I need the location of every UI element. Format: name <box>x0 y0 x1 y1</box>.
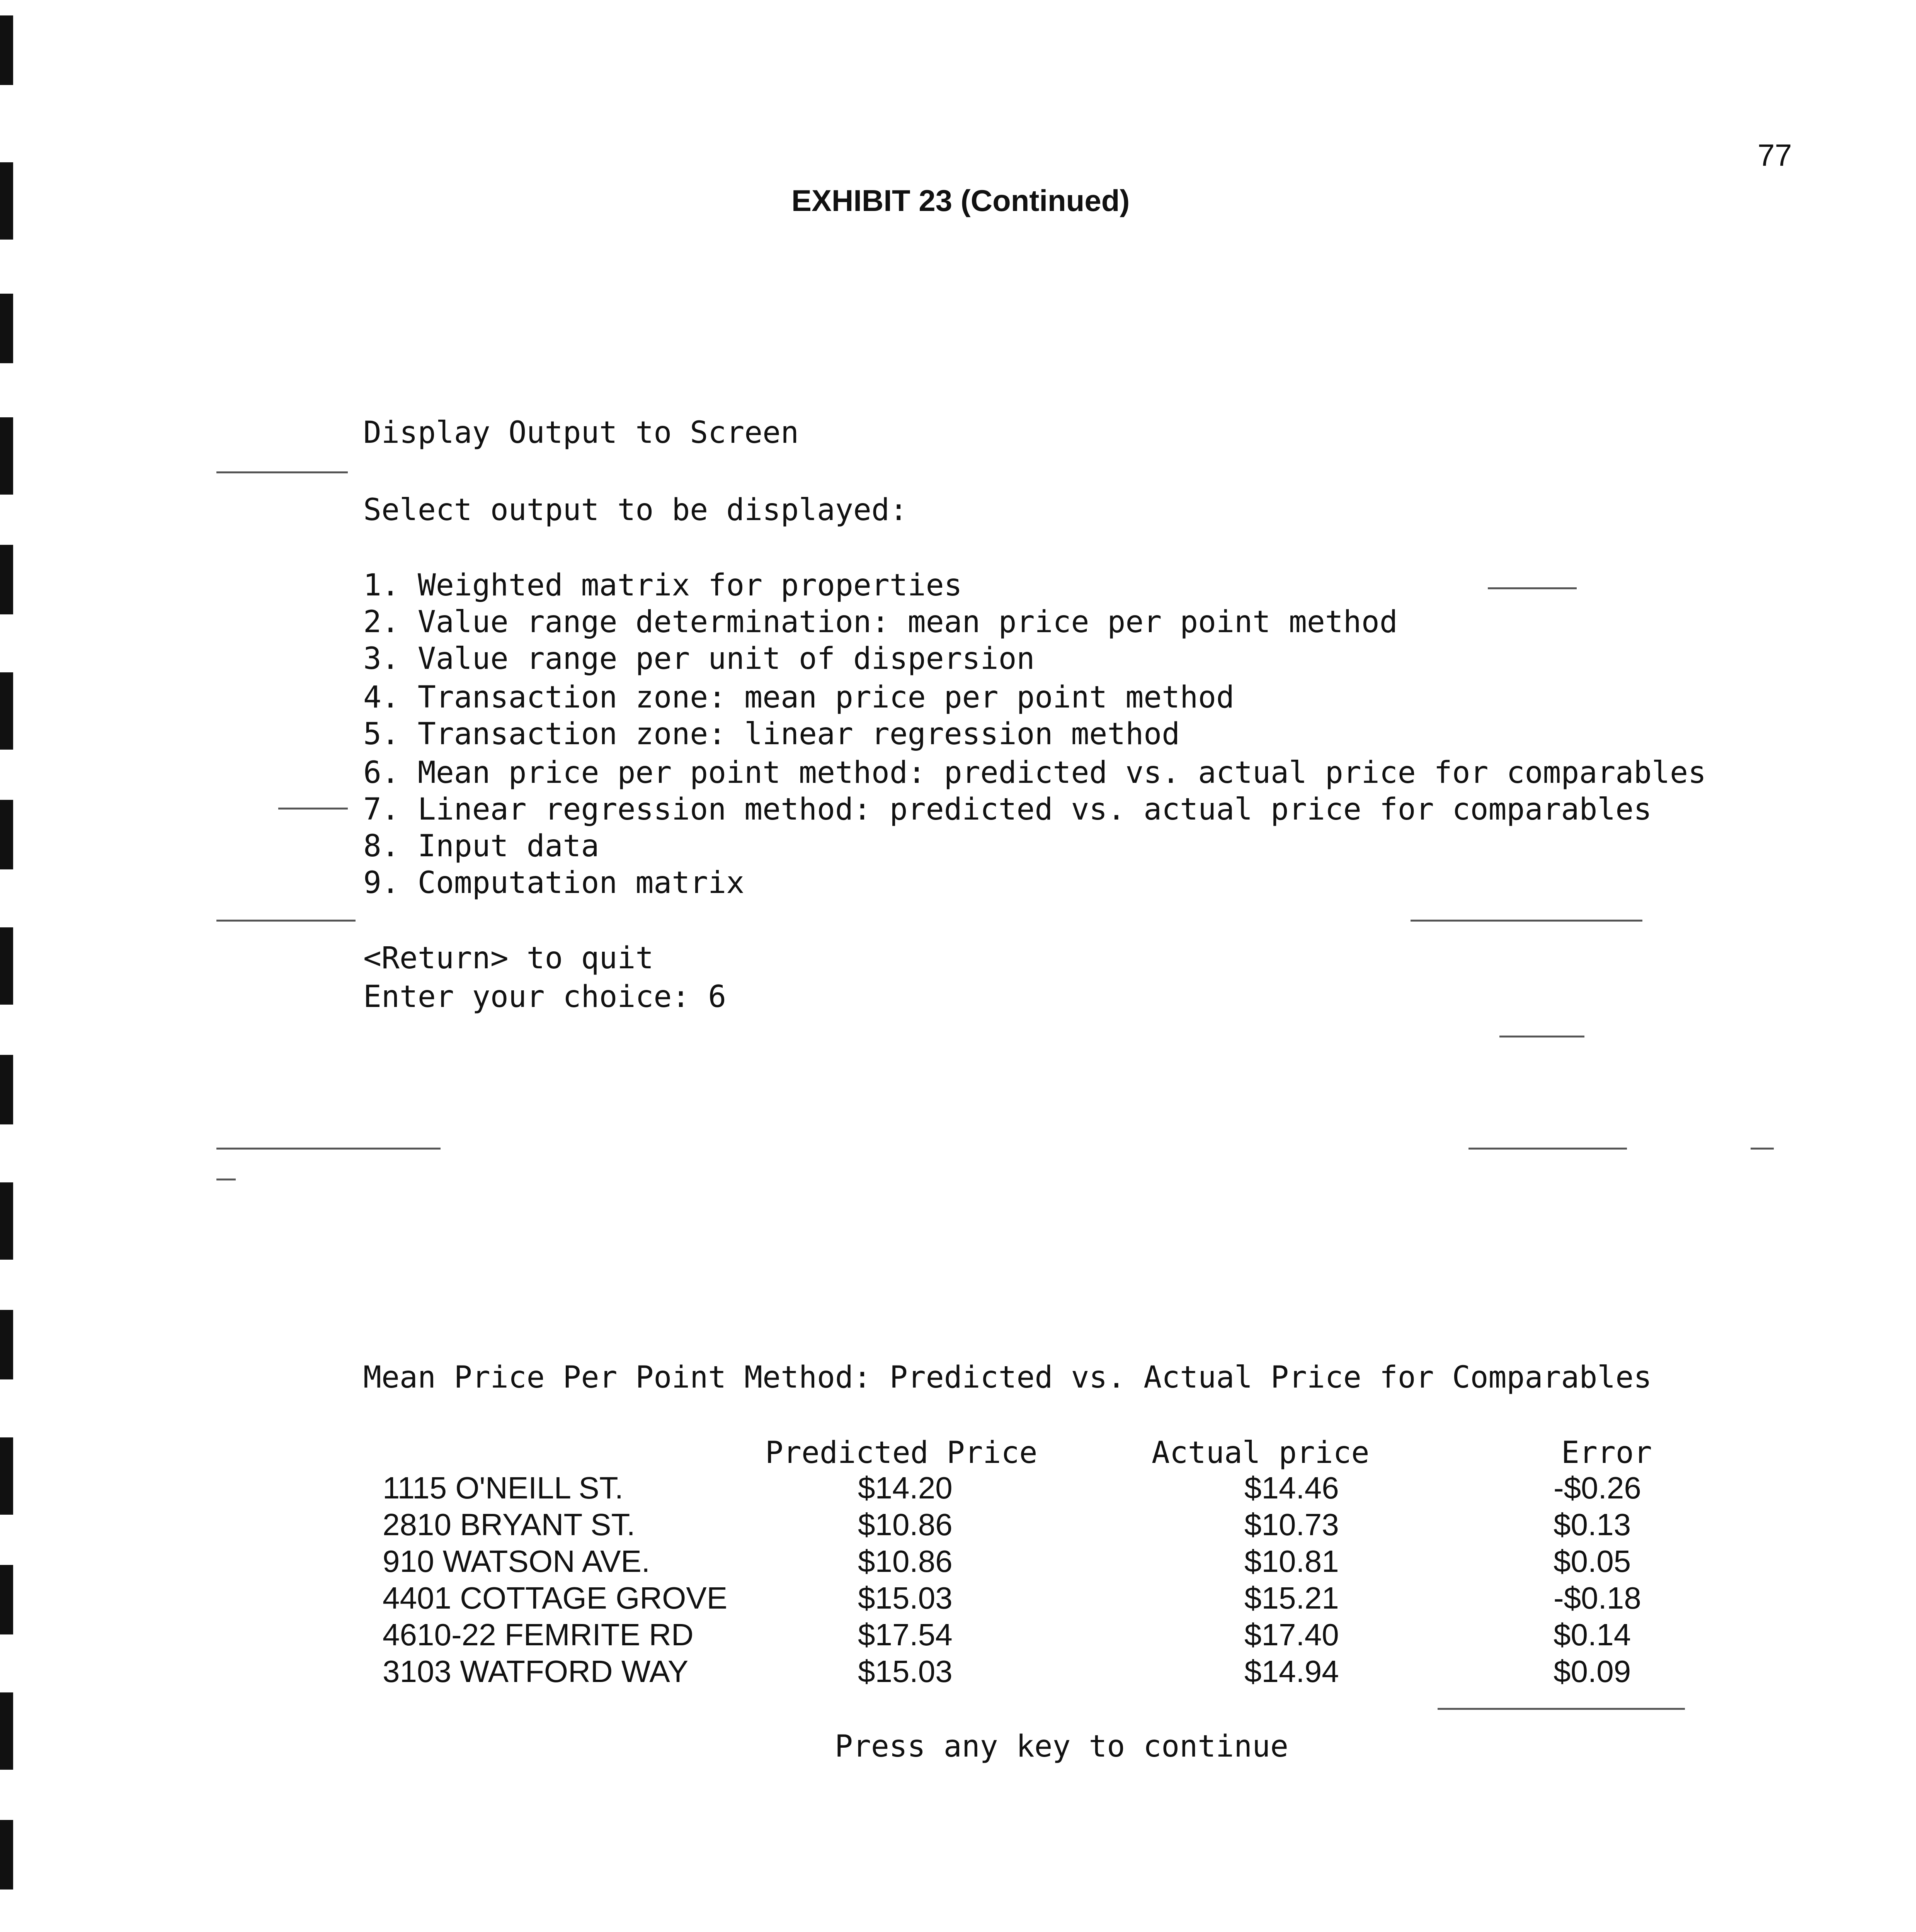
address-cell: 2810 BRYANT ST. <box>383 1507 635 1542</box>
page-number: 77 <box>1758 138 1792 172</box>
error-cell: -$0.26 <box>1554 1471 1641 1505</box>
menu-item[interactable]: 1. Weighted matrix for properties <box>363 568 962 603</box>
error-cell: $0.05 <box>1554 1544 1631 1578</box>
actual-cell: $10.73 <box>1244 1507 1339 1542</box>
address-cell: 4610-22 FEMRITE RD <box>383 1617 694 1652</box>
menu-item[interactable]: 7. Linear regression method: predicted vs. actual price for comparables <box>363 792 1652 827</box>
error-cell: -$0.18 <box>1554 1581 1641 1615</box>
exhibit-title: EXHIBIT 23 (Continued) <box>791 184 1130 218</box>
menu-prompt: Select output to be displayed: <box>363 493 908 527</box>
actual-cell: $14.46 <box>1244 1471 1339 1505</box>
choice-prompt[interactable]: Enter your choice: 6 <box>363 980 727 1014</box>
predicted-cell: $10.86 <box>858 1507 953 1542</box>
predicted-cell: $10.86 <box>858 1544 953 1578</box>
menu-item[interactable]: 6. Mean price per point method: predicted vs. actual price for comparables <box>363 755 1707 790</box>
error-cell: $0.14 <box>1554 1617 1631 1652</box>
menu-item[interactable]: 4. Transaction zone: mean price per point method <box>363 680 1235 715</box>
actual-cell: $14.94 <box>1244 1654 1339 1689</box>
predicted-cell: $14.20 <box>858 1471 953 1505</box>
address-cell: 3103 WATFORD WAY <box>383 1654 689 1689</box>
address-cell: 4401 COTTAGE GROVE <box>383 1581 728 1615</box>
column-header-actual: Actual price <box>1152 1435 1370 1470</box>
error-cell: $0.09 <box>1554 1654 1631 1689</box>
predicted-cell: $15.03 <box>858 1581 953 1615</box>
menu-item[interactable]: 9. Computation matrix <box>363 866 745 900</box>
column-header-error: Error <box>1561 1435 1652 1470</box>
address-cell: 1115 O'NEILL ST. <box>383 1471 624 1505</box>
menu-item[interactable]: 5. Transaction zone: linear regression method <box>363 717 1180 752</box>
predicted-cell: $17.54 <box>858 1617 953 1652</box>
menu-item[interactable]: 8. Input data <box>363 829 599 864</box>
address-cell: 910 WATSON AVE. <box>383 1544 650 1578</box>
actual-cell: $15.21 <box>1244 1581 1339 1615</box>
menu-item[interactable]: 2. Value range determination: mean price per point method <box>363 605 1398 639</box>
results-title: Mean Price Per Point Method: Predicted vs. Actual Price for Comparables <box>363 1360 1652 1395</box>
continue-prompt: Press any key to continue <box>835 1729 1288 1764</box>
actual-cell: $10.81 <box>1244 1544 1339 1578</box>
menu-title: Display Output to Screen <box>363 415 799 450</box>
menu-item[interactable]: 3. Value range per unit of dispersion <box>363 641 1035 676</box>
predicted-cell: $15.03 <box>858 1654 953 1689</box>
column-header-predicted: Predicted Price <box>765 1435 1038 1470</box>
quit-hint: <Return> to quit <box>363 941 654 976</box>
error-cell: $0.13 <box>1554 1507 1631 1542</box>
actual-cell: $17.40 <box>1244 1617 1339 1652</box>
